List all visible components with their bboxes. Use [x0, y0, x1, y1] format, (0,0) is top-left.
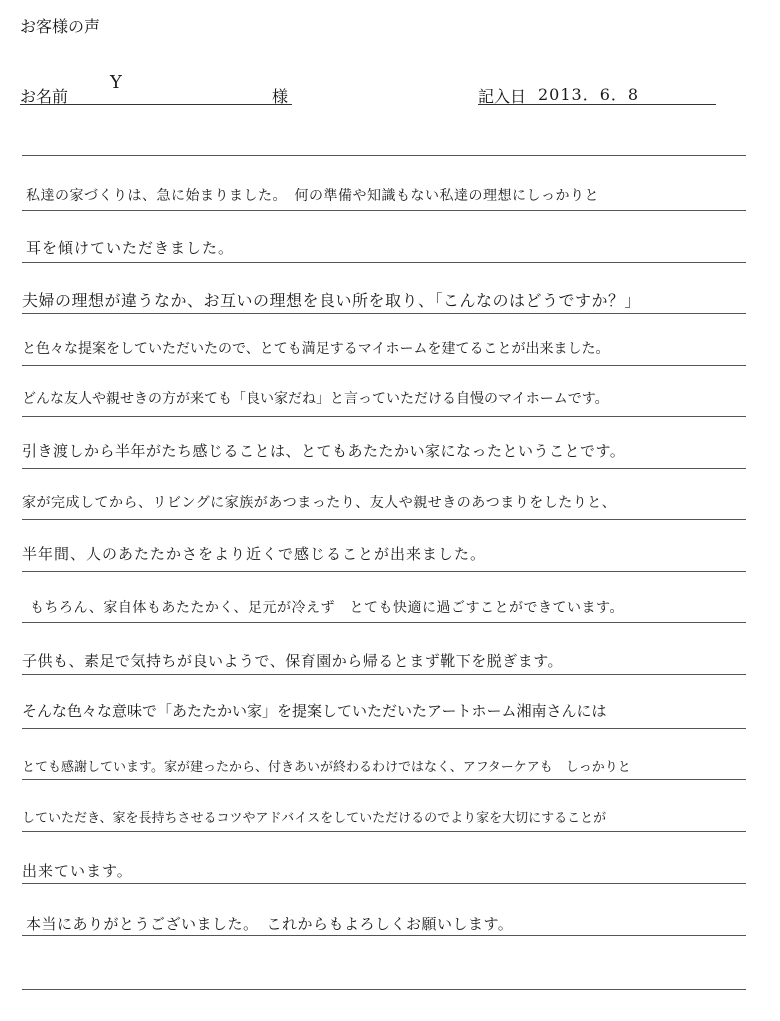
- name-value: Y: [110, 72, 123, 93]
- comment-line-15: 本当にありがとうございました。 これからもよろしくお願いします。: [26, 915, 514, 933]
- comment-line-7: 家が完成してから、リビングに家族があつまったり、友人や親せきのあつまりをしたりと、: [22, 495, 617, 511]
- ruled-line: [22, 262, 746, 263]
- comment-line-9: もちろん、家自体もあたたかく、足元が冷えず とても快適に過ごすことができています。: [30, 600, 624, 616]
- ruled-line: [22, 989, 746, 990]
- comment-line-14: 出来ています。: [22, 862, 133, 880]
- ruled-line: [22, 728, 746, 729]
- comment-line-5: どんな友人や親せきの方が来ても「良い家だね」と言っていただける自慢のマイホームです。: [22, 391, 609, 407]
- comment-line-3: 夫婦の理想が違うなか、お互いの理想を良い所を取り、「こんなのはどうですか？」: [22, 291, 642, 310]
- ruled-line: [22, 779, 746, 780]
- ruled-line: [22, 365, 746, 366]
- comment-line-10: 子供も、素足で気持ちが良いようで、保育園から帰るとまず靴下を脱ぎます。: [22, 652, 564, 670]
- ruled-line: [22, 313, 746, 314]
- date-label: 記入日: [478, 87, 527, 106]
- ruled-line: [22, 416, 746, 417]
- comment-line-6: 引き渡しから半年がたち感じることは、とてもあたたかい家になったということです。: [22, 442, 626, 460]
- honorific: 様: [272, 87, 289, 106]
- comment-line-4: と色々な提案をしていただいたので、とても満足するマイホームを建てることが出来ました。: [22, 341, 610, 357]
- comment-line-2: 耳を傾けていただきました。: [26, 239, 235, 257]
- ruled-line: [22, 210, 746, 211]
- date-value: 2013．6．8: [538, 85, 640, 104]
- ruled-line: [22, 831, 746, 832]
- comment-line-8: 半年間、人のあたたかさをより近くで感じることが出来ました。: [22, 545, 487, 563]
- ruled-line: [22, 622, 746, 623]
- comment-line-12: とても感謝しています。家が建ったから、付きあいが終わるわけではなく、アフターケアも しっかりと: [22, 760, 631, 775]
- ruled-line: [22, 155, 746, 156]
- form-title: お客様の声: [20, 17, 101, 36]
- name-underline: [20, 104, 292, 105]
- name-label: お名前: [20, 87, 69, 106]
- ruled-line: [22, 674, 746, 675]
- comment-line-1: 私達の家づくりは、急に始まりました。 何の準備や知識もない私達の理想にしっかりと: [26, 188, 599, 204]
- ruled-line: [22, 883, 746, 884]
- ruled-line: [22, 571, 746, 572]
- comment-line-13: していただき、家を長持ちさせるコツやアドバイスをしていただけるのでより家を大切にすることが: [22, 811, 607, 826]
- date-underline: [478, 104, 716, 105]
- ruled-line: [22, 468, 746, 469]
- ruled-line: [22, 519, 746, 520]
- comment-line-11: そんな色々な意味で「あたたかい家」を提案していただいたアートホーム湘南さんには: [22, 702, 607, 720]
- ruled-line: [22, 935, 746, 936]
